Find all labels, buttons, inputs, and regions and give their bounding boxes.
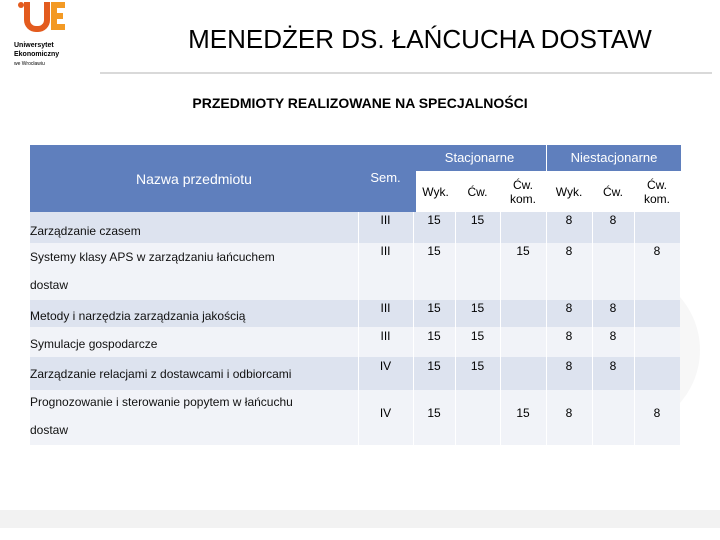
cell-exercise-ft: 15 xyxy=(470,301,485,315)
cell-exercise-ft: 15 xyxy=(470,213,485,227)
header-comp-exercise-pt: Ćw. kom. xyxy=(634,171,680,212)
page-subtitle: PRZEDMIOTY REALIZOWANE NA SPECJALNOŚCI xyxy=(192,95,528,111)
header-full-time: Stacjonarne xyxy=(413,145,546,171)
course-name: Symulacje gospodarcze xyxy=(30,337,158,351)
cell-comp-exercise-ft: 15 xyxy=(516,406,530,420)
cell-lecture-ft: 15 xyxy=(427,301,441,315)
cell-lecture-pt: 8 xyxy=(565,244,573,258)
page-title: MENEDŻER DS. ŁAŃCUCHA DOSTAW xyxy=(188,24,652,54)
logo-line-2: Ekonomiczny xyxy=(14,51,60,58)
cell-comp-exercise-pt: 8 xyxy=(653,244,661,258)
header-course-name: Nazwa przedmiotu xyxy=(30,145,358,212)
header-exercise-pt: Ćw. xyxy=(592,171,634,212)
course-semester: III xyxy=(380,213,391,227)
logo-line-1: Uniwersytet xyxy=(14,42,54,49)
course-name-continued: dostaw xyxy=(30,278,69,292)
course-name: Prognozowanie i sterowanie popytem w łańcuchu xyxy=(30,395,293,409)
university-logo xyxy=(14,2,74,68)
cell-lecture-ft: 15 xyxy=(427,359,441,373)
title-divider xyxy=(100,72,712,74)
cell-lecture-ft: 15 xyxy=(427,244,441,258)
course-semester: III xyxy=(380,244,391,258)
cell-comp-exercise-pt: 8 xyxy=(653,406,661,420)
courses-table xyxy=(30,145,680,445)
course-semester: IV xyxy=(379,359,392,373)
cell-lecture-ft: 15 xyxy=(427,213,441,227)
cell-exercise-pt: 8 xyxy=(609,329,617,343)
logo-line-3: we Wrocławiu xyxy=(14,61,45,67)
course-name: Systemy klasy APS w zarządzaniu łańcuchem xyxy=(30,250,275,264)
cell-lecture-pt: 8 xyxy=(565,406,573,420)
header-part-time: Niestacjonarne xyxy=(546,145,681,171)
cell-exercise-ft: 15 xyxy=(470,329,485,343)
cell-exercise-pt: 8 xyxy=(609,301,617,315)
cell-exercise-ft: 15 xyxy=(470,359,485,373)
cell-lecture-pt: 8 xyxy=(565,329,573,343)
footer-band xyxy=(0,510,720,528)
course-semester: IV xyxy=(379,406,392,420)
cell-lecture-pt: 8 xyxy=(565,359,573,373)
cell-lecture-pt: 8 xyxy=(565,213,573,227)
course-name: Zarządzanie relacjami z dostawcami i odbiorcami xyxy=(30,367,292,381)
course-semester: III xyxy=(380,329,391,343)
cell-lecture-pt: 8 xyxy=(565,301,573,315)
header-lecture-pt: Wyk. xyxy=(546,171,592,212)
cell-exercise-pt: 8 xyxy=(609,213,617,227)
cell-exercise-pt: 8 xyxy=(609,359,617,373)
header-lecture-ft: Wyk. xyxy=(413,171,455,212)
cell-comp-exercise-ft: 15 xyxy=(516,244,530,258)
cell-lecture-ft: 15 xyxy=(427,329,441,343)
cell-lecture-ft: 15 xyxy=(427,406,441,420)
header-comp-exercise-ft: Ćw. kom. xyxy=(500,171,546,212)
ue-logo-mark xyxy=(18,2,70,36)
header-semester: Sem. xyxy=(358,145,413,212)
course-name: Metody i narzędzia zarządzania jakością xyxy=(30,309,246,323)
course-name: Zarządzanie czasem xyxy=(30,224,141,238)
course-semester: III xyxy=(380,301,391,315)
course-name-continued: dostaw xyxy=(30,423,69,437)
header-exercise-ft: Ćw. xyxy=(455,171,500,212)
